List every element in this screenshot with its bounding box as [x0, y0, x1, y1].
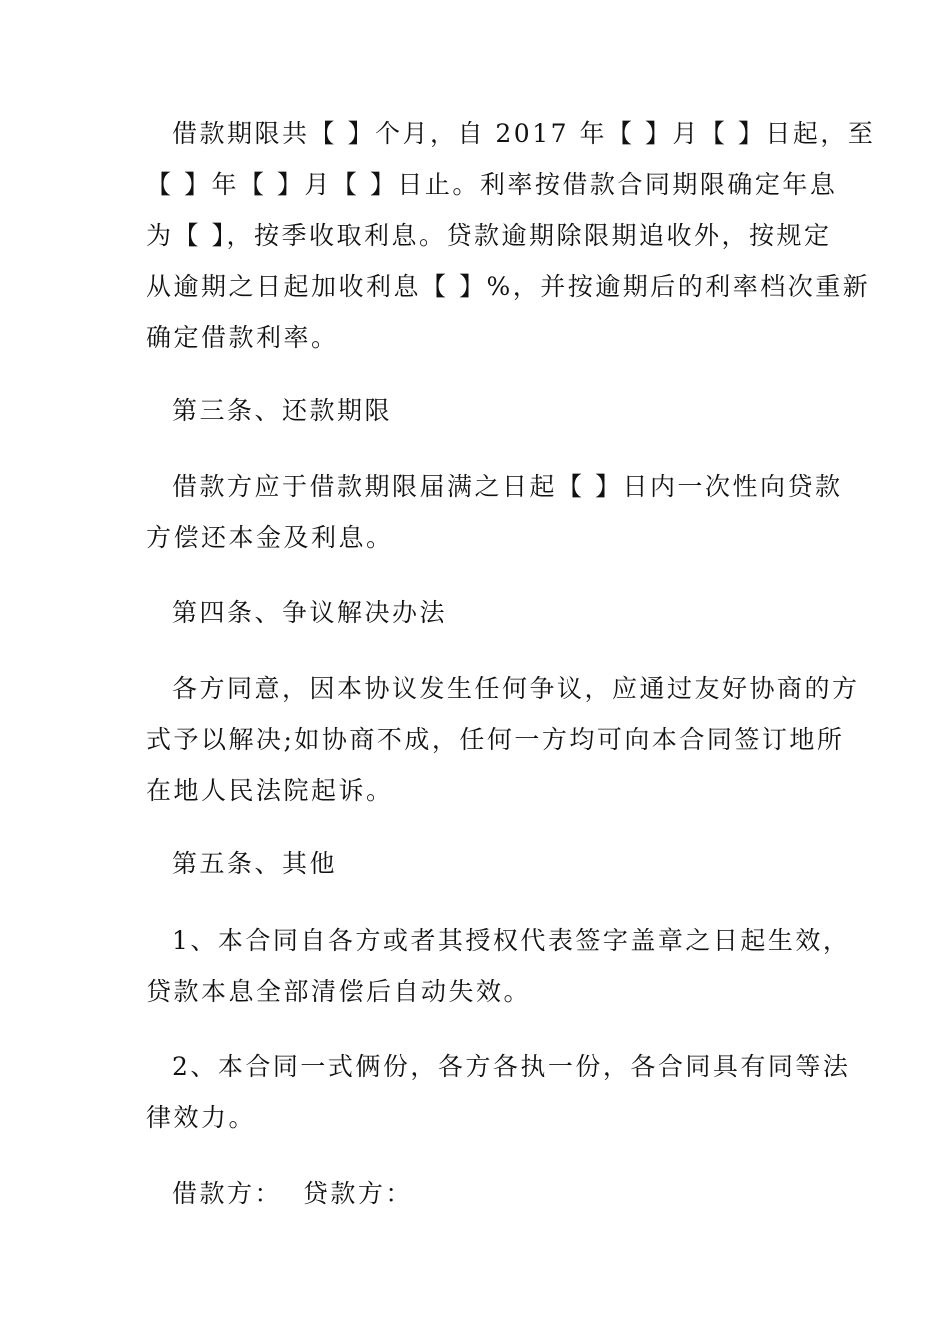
loan-term-paragraph [146, 108, 876, 363]
text-line: 【 】年【 】月【 】日止。利率按借款合同期限确定年息 [146, 170, 838, 199]
signature-line: 借款方： 贷款方： [172, 1179, 413, 1208]
other-clause-1 [146, 915, 851, 1017]
text-line: 为【 】，按季收取利息。贷款逾期除限期追收外，按规定 [146, 221, 832, 250]
text-line: 律效力。 [146, 1103, 257, 1132]
text-line: 式予以解决;如协商不成，任何一方均可向本合同签订地所 [146, 725, 845, 754]
article-4-heading: 第四条、争议解决办法 [172, 598, 448, 627]
article-5-heading: 第五条、其他 [172, 849, 338, 878]
text-line: 确定借款利率。 [146, 323, 339, 352]
other-clause-2 [146, 1041, 851, 1143]
text-line: 各方同意，因本协议发生任何争议，应通过友好协商的方 [172, 674, 860, 703]
repayment-paragraph [146, 461, 843, 563]
text-line: 从逾期之日起加收利息【 】%，并按逾期后的利率档次重新 [146, 272, 871, 301]
text-line: 贷款本息全部清偿后自动失效。 [146, 977, 532, 1006]
text-line: 1、本合同自各方或者其授权代表签字盖章之日起生效， [172, 926, 851, 955]
article-3-heading: 第三条、还款期限 [172, 396, 393, 425]
text-line: 借款期限共【 】个月，自 2017 年【 】月【 】日起，至 [172, 119, 876, 148]
text-line: 2、本合同一式俩份，各方各执一份，各合同具有同等法 [172, 1052, 851, 1081]
text-line: 借款方应于借款期限届满之日起【 】日内一次性向贷款 [172, 472, 843, 501]
dispute-paragraph [146, 663, 860, 816]
text-line: 在地人民法院起诉。 [146, 776, 394, 805]
text-line: 方偿还本金及利息。 [146, 523, 394, 552]
